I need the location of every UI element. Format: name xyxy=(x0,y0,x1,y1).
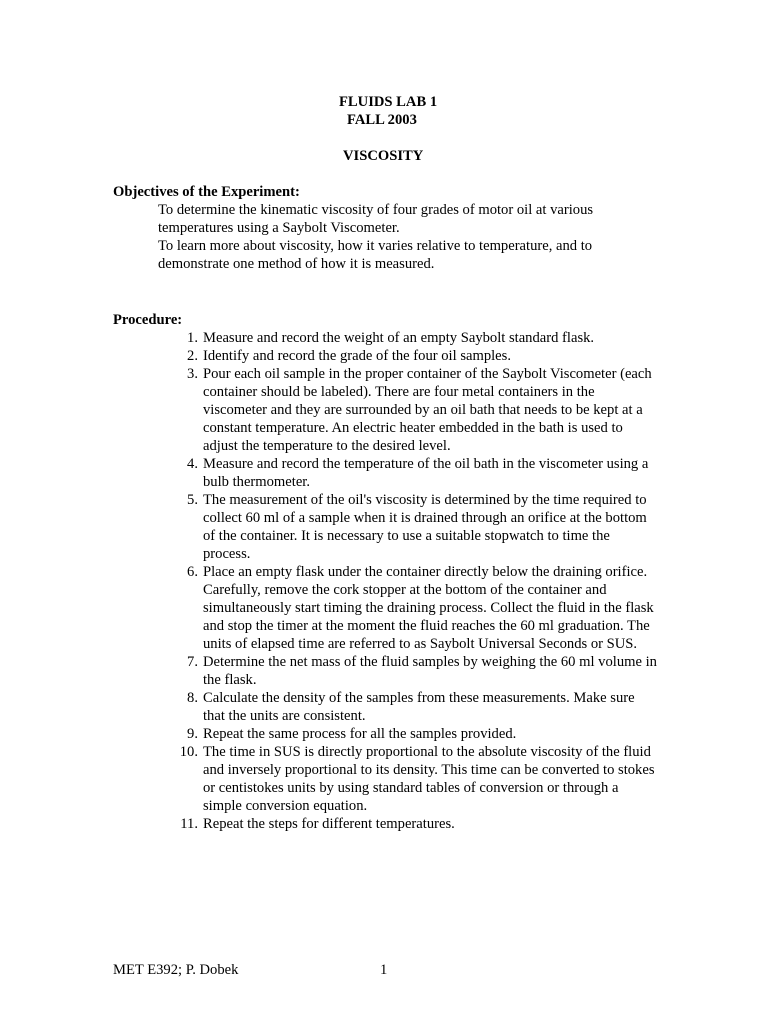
step-text: Calculate the density of the samples from these measurements. Make sure that the units are consistent. xyxy=(203,690,635,724)
procedure-step xyxy=(178,743,658,815)
step-text: Repeat the steps for different temperatures. xyxy=(203,816,455,832)
step-text: Repeat the same process for all the samples provided. xyxy=(203,726,517,742)
procedure-step xyxy=(178,329,658,347)
procedure-step xyxy=(178,653,658,689)
step-text: Identify and record the grade of the four oil samples. xyxy=(203,348,511,364)
procedure-step xyxy=(178,455,658,491)
step-text: Pour each oil sample in the proper container of the Saybolt Viscometer (each container should be labeled). There are four metal containers in the viscometer and they are surrounded by an oil bath that needs to be kept at a constant temperature. An electric heater embedded in the bath is used to adjust the temperature to the desired level. xyxy=(203,366,652,454)
procedure-list xyxy=(178,329,658,833)
step-number: 8. xyxy=(187,690,198,706)
procedure-step xyxy=(178,365,658,455)
semester: FALL 2003 xyxy=(347,112,417,128)
step-text: Measure and record the temperature of the oil bath in the viscometer using a bulb thermometer. xyxy=(203,456,649,490)
objective-paragraph: To determine the kinematic viscosity of four grades of motor oil at various temperatures using a Saybolt Viscometer. xyxy=(158,202,594,236)
step-number: 11. xyxy=(180,816,198,832)
procedure-step xyxy=(178,815,658,833)
objectives-body xyxy=(158,201,628,273)
lab-title: FLUIDS LAB 1 xyxy=(339,94,438,110)
step-number: 1. xyxy=(187,330,198,346)
step-number: 7. xyxy=(187,654,198,670)
objective-paragraph: To learn more about viscosity, how it varies relative to temperature, and to demonstrate one method of how it is measured. xyxy=(158,238,593,272)
step-number: 9. xyxy=(187,726,198,742)
step-number: 5. xyxy=(187,492,198,508)
step-text: Measure and record the weight of an empty Saybolt standard flask. xyxy=(203,330,595,346)
objectives-heading: Objectives of the Experiment: xyxy=(113,184,300,200)
step-text: The measurement of the oil's viscosity is determined by the time required to collect 60 ml of a sample when it is drained through an orifice at the bottom of the container. It is necessary to use a suitable stopwatch to time the process. xyxy=(203,492,647,562)
step-number: 4. xyxy=(187,456,198,472)
step-number: 2. xyxy=(187,348,198,364)
step-text: Determine the net mass of the fluid samples by weighing the 60 ml volume in the flask. xyxy=(203,654,657,688)
page-number: 1 xyxy=(380,962,388,978)
procedure-step xyxy=(178,491,658,563)
step-text: The time in SUS is directly proportional to the absolute viscosity of the fluid and inversely proportional to its density. This time can be converted to stokes or centistokes units by using standard tables of conversion or through a simple conversion equation. xyxy=(203,744,655,814)
step-number: 3. xyxy=(187,366,198,382)
procedure-heading: Procedure: xyxy=(113,312,183,328)
footer-course: MET E392; P. Dobek xyxy=(113,962,239,978)
procedure-step xyxy=(178,689,658,725)
step-number: 6. xyxy=(187,564,198,580)
procedure-step xyxy=(178,347,658,365)
topic-title: VISCOSITY xyxy=(343,148,424,164)
step-text: Place an empty flask under the container directly below the draining orifice. Carefully, remove the cork stopper at the bottom of the container and simultaneously start timing the draining process. Collect the fluid in the flask and stop the timer at the moment the fluid reaches the 60 ml graduation. The units of elapsed time are referred to as Saybolt Universal Seconds or SUS. xyxy=(203,564,654,652)
step-number: 10. xyxy=(179,744,198,760)
procedure-step xyxy=(178,725,658,743)
procedure-step xyxy=(178,563,658,653)
